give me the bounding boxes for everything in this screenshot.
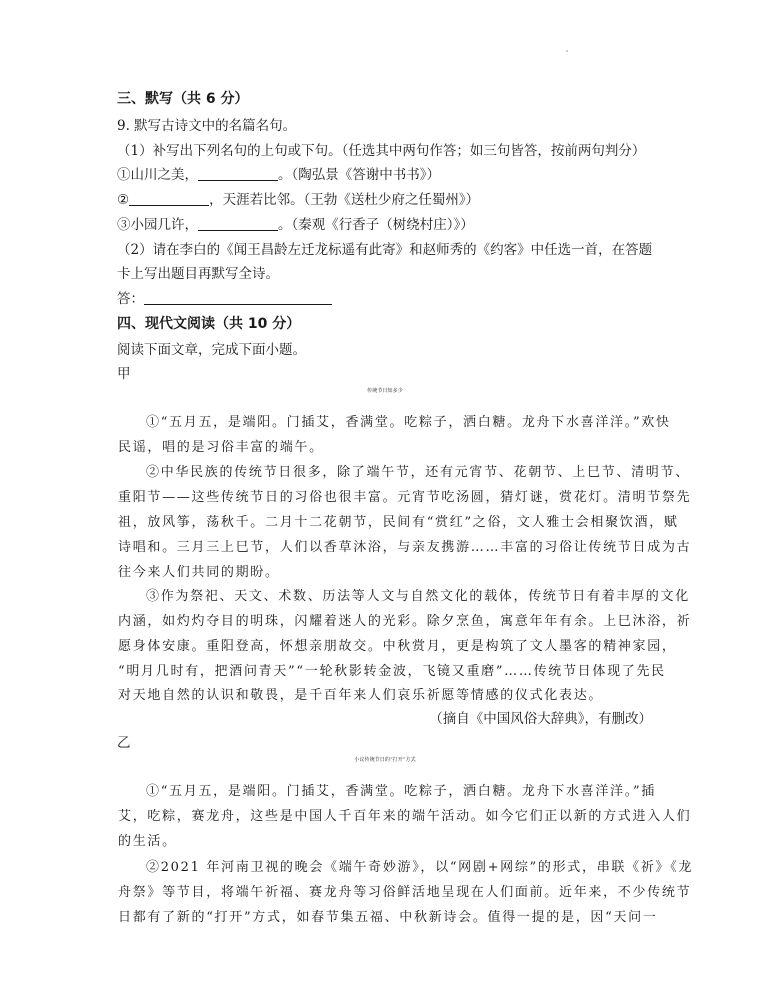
part-2-line-1: （2）请在李白的《闻王昌龄左迁龙标遥有此寄》和赵师秀的《约客》中任选一首，在答题 [117,242,653,258]
part-2-line-2: 卡上写出题目再默写全诗。 [117,266,279,282]
fill-item-3-after: 。（秦观《行香子（树绕村庄）》） [278,217,474,233]
yi-line: 的生活。 [118,834,177,849]
jia-line: 往今来人们共同的期盼。 [118,565,280,580]
jia-line: 民谣，唱的是习俗丰富的端午。 [118,440,324,455]
fill-item-2-after: ，天涯若比邻。（王勃《送杜少府之任蜀州》） [209,192,480,208]
fill-item-3 [117,213,474,233]
passage-yi-title: 小议传统节日的“打开”方式 [354,757,416,763]
jia-line: 愿身体安康。重阳登高，怀想亲朋故交。中秋赏月，更是构筑了文人墨客的精神家园， [118,639,677,654]
passage-jia-source: （摘自《中国风俗大辞典》，有删改） [429,711,652,727]
section-4-heading: 四、现代文阅读（共 10 分） [117,316,301,332]
jia-line: 对天地自然的认识和敬畏，是千百年来人们哀乐祈愿等情感的仪式化表达。 [118,688,604,703]
fill-item-3-before: ③小园几许， [117,217,198,233]
fill-item-1 [117,163,440,183]
answer-line [117,287,332,307]
yi-line: ①“五月五，是端阳。门插艾，香满堂。吃粽子，洒白糖。龙舟下水喜洋洋。”插 [146,784,656,799]
fill-item-2 [117,188,479,208]
jia-line: “明月几时有，把酒问青天”“一轮秋影转金波，飞镜又重磨”……传统节日体现了先民 [118,664,666,679]
fill-blank-1 [198,168,278,181]
answer-label: 答： [117,291,144,307]
part-1-instruction: （1）补写出下列名句的上句或下句。（任选其中两句作答；如三句皆答，按前两句判分） [117,143,646,159]
passage-jia-title: 传统节日知多少 [367,388,403,394]
jia-line: 内涵，如灼灼夺目的明珠，闪耀着迷人的光彩。除夕烹鱼，寓意年年有余。上巳沐浴，祈 [118,614,692,629]
jia-line: 祖，放风筝，荡秋千。二月十二花朝节，民间有“赏红”之俗，文人雅士会相聚饮酒，赋 [118,515,679,530]
fill-item-2-before: ② [117,192,130,208]
scan-speck [566,50,568,52]
jia-line: ②中华民族的传统节日很多，除了端午节，还有元宵节、花朝节、上巳节、清明节、 [146,465,690,480]
jia-line: 重阳节——这些传统节日的习俗也很丰富。元宵节吃汤圆，猜灯谜，赏花灯。清明节祭先 [118,490,692,505]
fill-item-1-after: 。（陶弘景《答谢中书书》） [278,167,440,183]
question-9-stem: 9. 默写古诗文中的名篇名句。 [117,118,297,134]
fill-blank-2 [129,193,209,206]
fill-item-1-before: ①山川之美， [117,167,198,183]
section-3-heading: 三、默写（共 6 分） [117,91,249,107]
yi-line: 艾，吃粽，赛龙舟，这些是中国人千百年来的端午活动。如今它们正以新的方式进入人们 [118,809,692,824]
jia-line: ③作为祭祀、天文、术数、历法等人文与自然文化的载体，传统节日有着丰厚的文化 [146,589,690,604]
yi-line: 日都有了新的“打开”方式，如春节集五福、中秋新诗会。值得一提的是，因“天问一 [118,910,658,925]
fill-blank-3 [198,218,278,231]
yi-line: ②2021 年河南卫视的晚会《端午奇妙游》，以“网剧+网综”的形式，串联《祈》《龙 [146,860,694,875]
jia-line: ①“五月五，是端阳。门插艾，香满堂。吃粽子，洒白糖。龙舟下水喜洋洋。”欢快 [146,415,671,430]
passage-jia-label: 甲 [117,366,131,382]
jia-line: 诗唱和。三月三上巳节，人们以香草沐浴，与亲友携游……丰富的习俗让传统节日成为古 [118,540,692,555]
answer-blank [144,292,332,305]
yi-line: 舟祭》等节目，将端午祈福、赛龙舟等习俗鲜活地呈现在人们面前。近年来，不少传统节 [118,885,692,900]
reading-intro: 阅读下面文章，完成下面小题。 [117,342,306,358]
passage-yi-label: 乙 [117,735,131,751]
